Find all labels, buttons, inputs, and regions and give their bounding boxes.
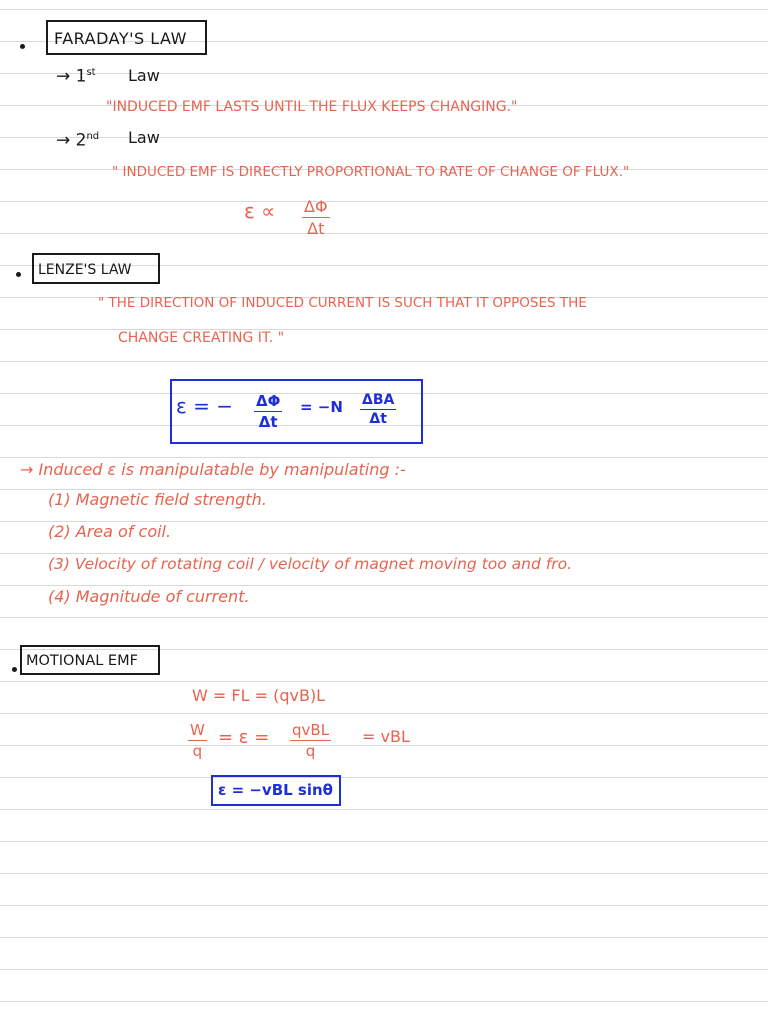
- lenz-num-1: ΔΦ: [256, 392, 281, 410]
- first-law-quote: "INDUCED EMF LASTS UNTIL THE FLUX KEEPS CHANGING.": [106, 99, 518, 115]
- motional-eq-mid: = ε =: [218, 727, 270, 748]
- lenz-fraction-2: [360, 392, 396, 427]
- second-law-sup: nd: [86, 131, 100, 142]
- bullet-motional: [12, 667, 17, 672]
- bullet-faraday: [20, 44, 25, 49]
- first-law-label: Law: [128, 66, 160, 85]
- bullet-lenz: [16, 272, 21, 277]
- second-law-label: Law: [128, 128, 160, 147]
- lenz-quote-line2: CHANGE CREATING IT. ": [118, 330, 285, 346]
- motional-heading: MOTIONAL EMF: [26, 653, 138, 669]
- manipulation-intro: → Induced ε is manipulatable by manipulating :-: [20, 460, 406, 479]
- first-law-marker: [56, 68, 96, 86]
- lenz-formula-mid: = −N: [300, 398, 343, 416]
- faraday-heading: FARADAY'S LAW: [54, 29, 187, 48]
- second-law-quote: " INDUCED EMF IS DIRECTLY PROPORTIONAL TO RATE OF CHANGE OF FLUX.": [112, 164, 630, 180]
- lenz-heading: LENZE'S LAW: [38, 262, 132, 278]
- motional-eq-end: = vBL: [362, 727, 410, 746]
- motional-w-num: W: [190, 721, 205, 739]
- lenz-fraction-1: [254, 392, 282, 431]
- second-law-arrow: → 2: [56, 130, 87, 151]
- first-law-sup: st: [86, 67, 96, 78]
- manipulation-item: (3) Velocity of rotating coil / velocity of magnet moving too and fro.: [48, 555, 572, 573]
- lenz-den-2: Δt: [369, 411, 387, 427]
- lenz-formula-lhs: ε = −: [176, 394, 234, 418]
- proportional-lhs: ε ∝: [244, 199, 276, 223]
- proportional-num: ΔΦ: [304, 197, 328, 216]
- lenz-quote-line1: " THE DIRECTION OF INDUCED CURRENT IS SUCH THAT IT OPPOSES THE: [98, 295, 587, 311]
- lenz-den-1: Δt: [258, 413, 278, 431]
- motional-w-den: q: [192, 742, 203, 760]
- first-law-arrow: → 1: [56, 66, 87, 87]
- motional-line-1: W = FL = (qvB)L: [192, 686, 326, 705]
- lenz-num-2: ΔBA: [362, 392, 395, 408]
- motional-fraction-qvbl: [290, 721, 331, 760]
- second-law-marker: [56, 132, 99, 150]
- motional-fraction-w: [188, 721, 207, 760]
- motional-boxed-formula: ε = −vBL sinθ: [218, 781, 333, 799]
- manipulation-item: (2) Area of coil.: [48, 522, 172, 541]
- proportional-den: Δt: [307, 219, 325, 238]
- motional-qvbl-num: qvBL: [292, 721, 330, 739]
- proportional-fraction: [302, 197, 330, 238]
- motional-qvbl-den: q: [305, 742, 316, 760]
- manipulation-item: (1) Magnetic field strength.: [48, 490, 267, 509]
- manipulation-item: (4) Magnitude of current.: [48, 587, 250, 606]
